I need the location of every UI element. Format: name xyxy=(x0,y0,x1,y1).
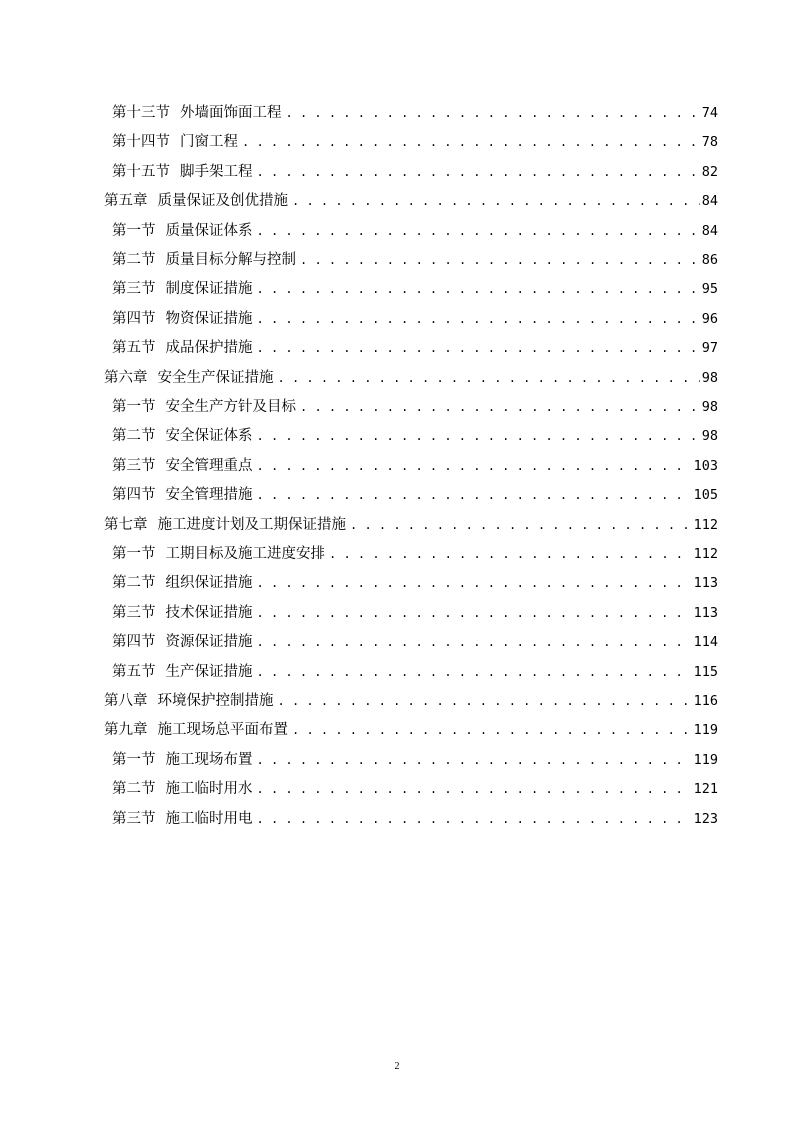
entry-page-number: 84 xyxy=(701,222,718,239)
entry-page-number: 119 xyxy=(693,722,718,739)
entry-page-number: 98 xyxy=(701,399,718,415)
entry-title: 工期目标及施工进度安排 xyxy=(165,546,325,562)
toc-entry[interactable] xyxy=(112,455,718,477)
toc-entry[interactable] xyxy=(104,719,718,741)
dot-leader xyxy=(300,396,700,418)
toc-entry[interactable] xyxy=(112,661,718,683)
dot-leader xyxy=(257,220,700,242)
entry-title: 生产保证措施 xyxy=(165,663,253,680)
dot-leader xyxy=(329,543,692,565)
entry-page-number: 113 xyxy=(693,604,718,621)
entry-number: 第一节 xyxy=(112,546,156,562)
entry-title: 环境保护控制措施 xyxy=(157,693,274,709)
toc-entry[interactable] xyxy=(112,102,718,124)
entry-page-number: 112 xyxy=(693,546,718,562)
entry-title: 物资保证措施 xyxy=(165,310,253,327)
toc-entry[interactable] xyxy=(112,161,718,183)
dot-leader xyxy=(257,661,692,683)
entry-page-number: 119 xyxy=(693,751,718,768)
dot-leader xyxy=(242,131,700,153)
dot-leader xyxy=(257,425,700,447)
entry-number: 第五章 xyxy=(104,193,148,210)
entry-number: 第二节 xyxy=(112,781,156,798)
entry-title: 组织保证措施 xyxy=(165,575,253,592)
entry-page-number: 114 xyxy=(693,634,718,651)
entry-page-number: 115 xyxy=(693,663,718,680)
entry-number: 第二节 xyxy=(112,428,156,445)
toc-entry[interactable] xyxy=(112,778,718,800)
entry-title: 施工临时用水 xyxy=(165,781,253,798)
page-number: 2 xyxy=(394,1061,400,1072)
entry-title: 质量保证体系 xyxy=(165,222,253,239)
toc-entry[interactable] xyxy=(104,690,718,712)
entry-number: 第九章 xyxy=(104,722,148,739)
dot-leader xyxy=(292,719,692,741)
entry-page-number: 105 xyxy=(693,487,718,504)
entry-number: 第五节 xyxy=(112,663,156,680)
dot-leader xyxy=(292,190,700,212)
entry-page-number: 96 xyxy=(701,310,718,327)
entry-title: 外墙面饰面工程 xyxy=(180,105,282,121)
entry-number: 第三节 xyxy=(112,604,156,621)
entry-title: 施工进度计划及工期保证措施 xyxy=(157,516,346,533)
entry-number: 第三节 xyxy=(112,457,156,474)
entry-page-number: 86 xyxy=(701,252,718,268)
entry-title: 资源保证措施 xyxy=(165,634,253,651)
entry-page-number: 113 xyxy=(693,575,718,592)
dot-leader xyxy=(278,367,700,389)
dot-leader xyxy=(278,690,692,712)
toc-entry[interactable] xyxy=(112,602,718,624)
entry-number: 第一节 xyxy=(112,751,156,768)
dot-leader xyxy=(257,602,692,624)
entry-title: 质量目标分解与控制 xyxy=(165,252,296,268)
entry-title: 施工现场总平面布置 xyxy=(157,722,288,739)
dot-leader xyxy=(257,278,700,300)
toc-entry[interactable] xyxy=(104,190,718,212)
entry-page-number: 97 xyxy=(701,340,718,357)
toc-entry[interactable] xyxy=(112,543,718,565)
dot-leader xyxy=(257,749,692,771)
entry-number: 第五节 xyxy=(112,340,156,357)
dot-leader xyxy=(257,572,692,594)
toc-entry[interactable] xyxy=(112,308,718,330)
entry-title: 成品保护措施 xyxy=(165,340,253,357)
entry-title: 技术保证措施 xyxy=(165,604,253,621)
entry-number: 第二节 xyxy=(112,252,156,268)
toc-entry[interactable] xyxy=(112,425,718,447)
entry-title: 安全管理措施 xyxy=(165,487,253,504)
toc-entry[interactable] xyxy=(112,749,718,771)
entry-title: 施工临时用电 xyxy=(165,810,253,827)
entry-page-number: 95 xyxy=(701,281,718,298)
toc-entry[interactable] xyxy=(104,367,718,389)
dot-leader xyxy=(257,308,700,330)
toc-entry[interactable] xyxy=(112,572,718,594)
entry-number: 第一节 xyxy=(112,399,156,415)
entry-title: 安全生产方针及目标 xyxy=(165,399,296,415)
toc-entry[interactable] xyxy=(112,484,718,506)
entry-page-number: 116 xyxy=(693,693,718,709)
dot-leader xyxy=(257,455,692,477)
toc-entry[interactable] xyxy=(112,131,718,153)
entry-page-number: 78 xyxy=(701,134,718,151)
entry-number: 第三节 xyxy=(112,810,156,827)
entry-title: 门窗工程 xyxy=(180,134,238,151)
dot-leader xyxy=(257,337,700,359)
dot-leader xyxy=(257,161,700,183)
toc-entry[interactable] xyxy=(112,337,718,359)
entry-number: 第八章 xyxy=(104,693,148,709)
entry-number: 第十四节 xyxy=(112,134,170,151)
entry-page-number: 98 xyxy=(701,369,718,386)
toc-entry[interactable] xyxy=(112,249,718,271)
entry-title: 质量保证及创优措施 xyxy=(157,193,288,210)
entry-page-number: 112 xyxy=(693,516,718,533)
entry-title: 安全管理重点 xyxy=(165,457,253,474)
entry-page-number: 74 xyxy=(701,105,718,121)
entry-title: 制度保证措施 xyxy=(165,281,253,298)
entry-title: 施工现场布置 xyxy=(165,751,253,768)
entry-page-number: 98 xyxy=(701,428,718,445)
toc-entry[interactable] xyxy=(104,514,718,536)
entry-number: 第一节 xyxy=(112,222,156,239)
entry-page-number: 82 xyxy=(701,163,718,180)
entry-title: 安全保证体系 xyxy=(165,428,253,445)
entry-number: 第十三节 xyxy=(112,105,170,121)
entry-number: 第七章 xyxy=(104,516,148,533)
dot-leader xyxy=(300,249,700,271)
entry-number: 第四节 xyxy=(112,487,156,504)
entry-page-number: 121 xyxy=(693,781,718,798)
entry-number: 第四节 xyxy=(112,634,156,651)
toc-entry[interactable] xyxy=(112,278,718,300)
entry-title: 安全生产保证措施 xyxy=(157,369,274,386)
toc-entry[interactable] xyxy=(112,220,718,242)
toc-entry[interactable] xyxy=(112,808,718,830)
entry-number: 第十五节 xyxy=(112,163,170,180)
entry-number: 第六章 xyxy=(104,369,148,386)
entry-number: 第二节 xyxy=(112,575,156,592)
dot-leader xyxy=(257,808,692,830)
entry-number: 第三节 xyxy=(112,281,156,298)
dot-leader xyxy=(350,514,692,536)
toc-entry[interactable] xyxy=(112,631,718,653)
dot-leader xyxy=(257,778,692,800)
entry-page-number: 123 xyxy=(693,810,718,827)
toc-entry[interactable] xyxy=(112,396,718,418)
dot-leader xyxy=(257,631,692,653)
dot-leader xyxy=(286,102,700,124)
entry-number: 第四节 xyxy=(112,310,156,327)
entry-page-number: 84 xyxy=(701,193,718,210)
entry-page-number: 103 xyxy=(693,457,718,474)
entry-title: 脚手架工程 xyxy=(180,163,253,180)
dot-leader xyxy=(257,484,692,506)
